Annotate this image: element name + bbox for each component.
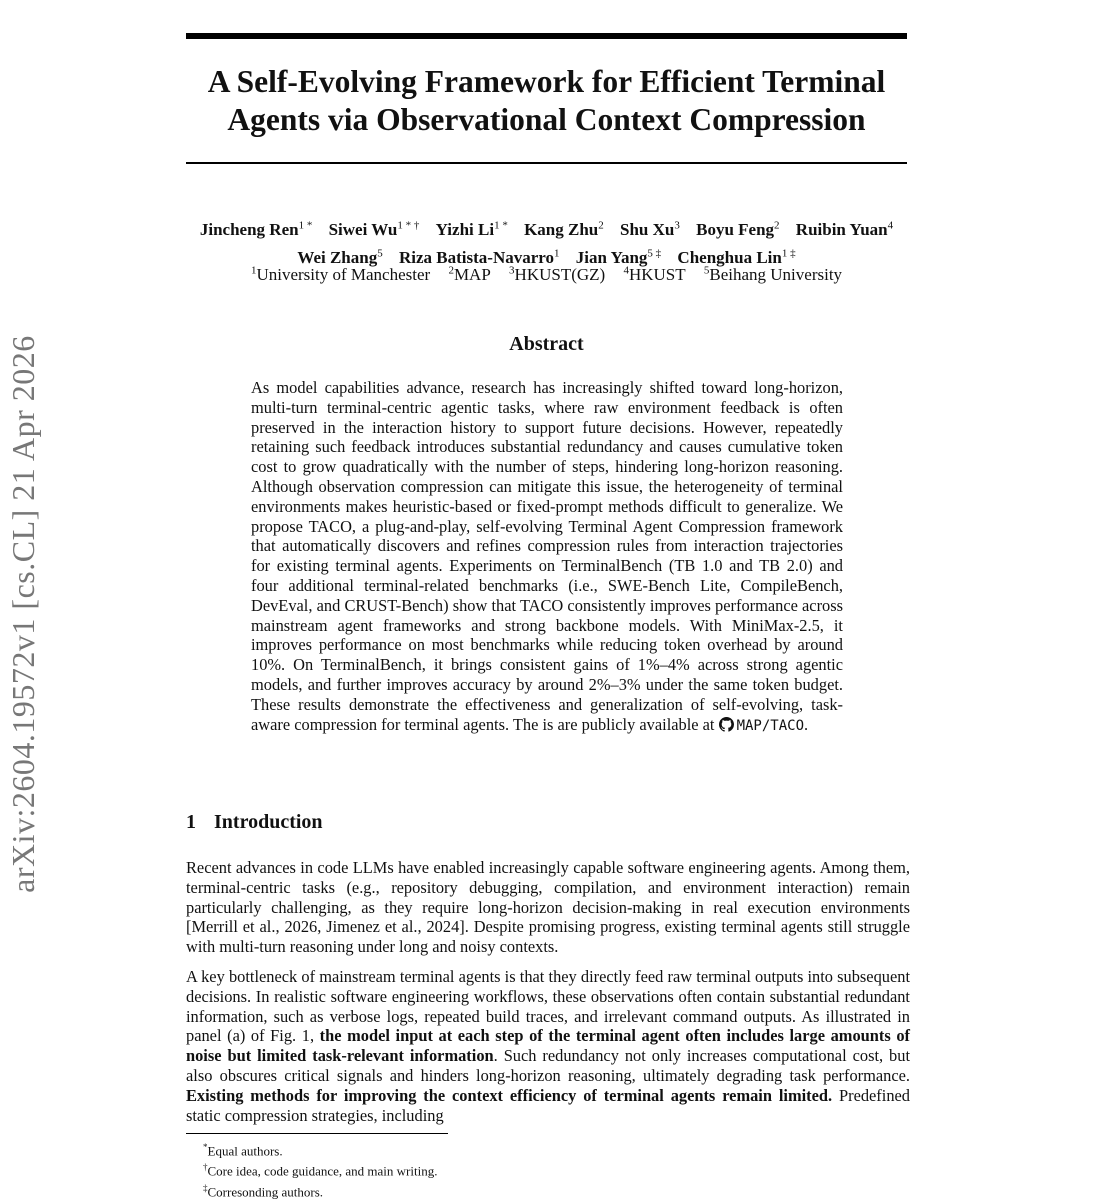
author: Wei Zhang$^5$ xyxy=(297,247,383,268)
paper-title xyxy=(186,63,907,139)
affiliation: $^2$MAP xyxy=(448,264,491,284)
author: Jian Yang$^{5 \ddagger}$ xyxy=(575,247,662,268)
title-line-2: Agents via Observational Context Compression xyxy=(227,102,866,137)
author: Chenghua Lin$^{1 \ddagger}$ xyxy=(677,247,796,268)
footnote-core-idea: †Core idea, code guidance, and main writing. xyxy=(203,1162,438,1179)
author: Boyu Feng$^2$ xyxy=(696,219,780,239)
section-heading-introduction: 1 Introduction xyxy=(186,811,323,833)
author: Yizhi $Li^{1 *}$ xyxy=(435,219,508,239)
author-line-1 xyxy=(150,213,943,242)
author: Siwei $Wu^{1 * \dagger}$ xyxy=(328,219,420,239)
footnote-corresponding: ‡Corresonding authors. xyxy=(203,1182,324,1199)
arxiv-identifier: arXiv:2604.19572v1 [cs.CL] 21 Apr 2026 xyxy=(5,335,41,893)
intro-paragraph-2: A key bottleneck of mainstream terminal agents is that they directly feed raw terminal outputs into subsequent decisions. In realistic software engineering workflows, these observations often contain substantial redundant information, such as verbose logs, repeated build traces, and irrelevant command outputs. As illustrated in panel (a) of Fig. 1, the model input at each step of the terminal agent often includes large amounts of noise but limited task-relevant information. Such redundancy not only increases computational cost, but also obscures critical signals and hinders long-horizon reasoning, ultimately degrading task performance. Existing methods for improving the context efficiency of terminal agents remain limited. Predefined static compression strategies, including xyxy=(186,967,911,1125)
title-line-1: A Self-Evolving Framework for Efficient Terminal xyxy=(207,64,886,99)
intro-paragraph-1: Recent advances in code LLMs have enabled increasingly capable software engineering agents. Among them, terminal-centric tasks (e.g., repository debugging, compilation, and environment interaction) remain particularly challenging, as they require long-horizon decision-making in real execution environments [Merrill et al., 2026, Jimenez et al., 2024]. Despite promising progress, existing terminal agents still struggle with multi-turn reasoning under long and noisy contexts. xyxy=(186,858,910,957)
author: Shu Xu$^3$ xyxy=(620,219,680,239)
title-top-rule xyxy=(186,33,907,39)
github-icon xyxy=(719,717,734,732)
abstract-heading: Abstract xyxy=(509,333,584,355)
affiliation: $^1$University of Manchester xyxy=(250,264,431,284)
footnote-rule xyxy=(186,1133,448,1134)
author: Kang Zhu$^2$ xyxy=(524,219,604,239)
affiliation-list xyxy=(150,260,943,285)
footnote-equal-authors: *Equal authors. xyxy=(203,1142,283,1159)
affiliation: $^4$HKUST xyxy=(623,264,686,284)
github-link[interactable]: MAP/TACO xyxy=(719,715,804,734)
footnotes xyxy=(203,1139,437,1200)
author: Riza Batista-Navarro$^1$ xyxy=(398,247,560,268)
affiliation: $^3$HKUST(GZ) xyxy=(509,264,606,284)
author: Jincheng Ren$^{1 *}$ xyxy=(199,219,313,239)
affiliation: $^5$Beihang University xyxy=(703,264,843,284)
title-bottom-rule xyxy=(186,162,907,164)
author: Ruibin Yuan$^4$ xyxy=(795,219,894,239)
abstract-body: As model capabilities advance, research has increasingly shifted toward long-horizon, multi-turn terminal-centric agentic tasks, where raw environment feedback is often preserved in the interaction history to support future decisions. However, repeatedly retaining such feedback introduces substantial redundancy and causes cumulative token cost to grow quadratically with the number of steps, hindering long-horizon reasoning. Although observation compression can mitigate this issue, the heterogeneity of terminal environments makes heuristic-based or fixed-prompt methods difficult to generalize. We propose TACO, a plug-and-play, self-evolving Terminal Agent Compression framework that automatically discovers and refines compression rules from interaction trajectories for existing terminal agents. Experiments on TerminalBench (TB 1.0 and TB 2.0) and four additional terminal-related benchmarks (i.e., SWE-Bench Lite, CompileBench, DevEval, and CRUST-Bench) show that TACO consistently improves performance across mainstream agent frameworks and strong backbone models. With MiniMax-2.5, it improves performance on most benchmarks while reducing token overhead by around 10%. On TerminalBench, it brings consistent gains of 1%–4% across strong agentic models, and further improves accuracy by around 2%–3% under the same token budget. These results demonstrate the effectiveness and generalization of self-evolving, task-aware compression for terminal agents. The is are publicly available at MAP/TACO. xyxy=(251,378,843,734)
